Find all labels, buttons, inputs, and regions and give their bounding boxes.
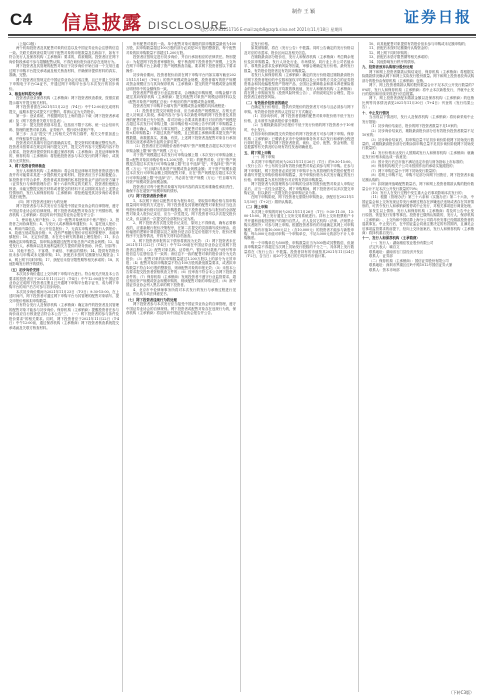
paragraph: 投资者在网下申购平台填写资产规模或资金规模的具体流程是： (133, 104, 228, 109)
paragraph: 对于资产规模超过本次发行可申购金额上限（本次发行可申购金额上限=配售对象拟申购价格×1,200万股，下同）的配售对象，应在"资产规模是否超过本次发行可申购金额上限"栏目中选择"是"，并选择在"资产规模（万元）"栏目填写具体资产规模或资金规模金额；对于资产规模未超过本次发行可申购金额上限的配售对象，应在"资产规模是否超过本次发行可申购金额上限"中选择"否"，并必须在"资产规模（万元）"栏目填写具体资产规模或资金规模金额。 (126, 153, 236, 185)
text-column-3 (244, 42, 354, 692)
section-heading-text: （六）网下投资者报价要求 (126, 194, 167, 199)
paragraph: 12、网上网下同时申购的； (369, 50, 411, 55)
paragraph: （2）初步询价结束后，剔除最高报价部分后有效报价投资者数量不足10家的； (362, 128, 474, 138)
paragraph: 在确定发行价格后，提供有效报价的投资者方可参与且必须参与网下申购。有效报价投资者的认定按以下方式确定： (244, 105, 354, 114)
paragraph: （10）发行人在发行过程中发生重大会后事项影响本次发行的； (369, 190, 465, 195)
paragraph: 两个机构投资者及其配售对象的信息以及中国证券业协会注册的信息一致。关联关系核查结果与网下配售对象的申报数量及名称如下，如有不符合发行人及保荐机构（主承销商）要求的，将被剔除。投资者应在网下询价阶段承诺不参与超额配售认购，不得在询价报价前后存在违规行为。 (9, 46, 119, 64)
paragraph: 网下投资者参与本次发行应当接受中国证券业协会的自律管理，遵守中国证券业协会的自律规则。网下投资者或配售对象存在违规行为的，保荐机构（主承销商）将及时向中国证券业协会报告并公告。 (126, 302, 236, 316)
continued-note: （下转C3版） (448, 690, 474, 695)
paragraph: 发行人和保荐机构（主承销商）将会同见证律师对投资者资质进行核查并有可能要求其进一步提供相关证明材料，投资者应当予以积极配合。如投资者不符合条件、投资者或其管理的私募投资基金产品的出资方属于《证券发行与承销管理办法》第十六条所界定的关联方、投资者拒绝配合核查、未能完整提交相关材料或者提交的材料不足以排除其存在上述禁止性情形的，发行人和保荐机构（主承销商）将拒绝接受其初步询价或者向其进行配售。 (9, 168, 119, 200)
section-heading-text: （七）网下投资者违规行为的处理 (126, 297, 177, 302)
paragraph: （6）保荐机构相关子公司未按照作出的承诺实施跟投的； (369, 164, 456, 169)
paragraph: 如果被剔除，将在《发行公告》中披露。同时公告确定的发行价格以及对应的市盈率、报价区间以及相关信息。 (244, 46, 354, 55)
paragraph: 网下、网上投资者获配未缴款金额以及保荐机构（主承销商）的包销比例等具体情况请见2021年11月30日（T+4日）刊登的《发行结果公告》。 (362, 96, 474, 110)
paragraph: 法定代表人：喻自文 (369, 245, 400, 250)
paragraph: 联系人：证券部 (369, 254, 393, 259)
contact-date-line: 电话:010-83251716 E-mail:zqrb9@zqrb.sina.net 2021年11月18日 星期四 (200, 27, 343, 32)
text-column-1 (9, 42, 119, 692)
section-heading-text: （二）有效报价投资者的确定 (244, 100, 289, 105)
paragraph: （1）初步询价时，网下投资者管理的配售对象申报价格不低于发行价格，且未被作为最高报价部分剔除； (244, 114, 354, 123)
section-heading-text: 2、核查材料提交步骤 (9, 91, 42, 96)
paragraph: 在初步询价期间提交有效报价的网下投资者方可参与网下申购。保荐机构（主承销商）已聘请北京市中伦律师事务所对本次发行和承销全程进行即时见证，并将对网下投资者资质、询价、定价、配售、资金划拨、信息披露等有关情况的合规有效性发表明确意见。 (244, 132, 354, 150)
paragraph: （5）预计发行后总市值不满足选定市值与财务指标上市标准的； (369, 159, 467, 164)
text-column-2 (126, 42, 236, 692)
paragraph: （二）保荐机构（主承销商）：国信证券股份有限公司 (369, 258, 449, 263)
paragraph: （1）初步询价结束后，报价的网下投资者数量不足10家的； (369, 124, 461, 129)
paragraph: 定发行价格。 (251, 42, 272, 46)
section-subtitle: DISCLOSURE (148, 20, 228, 32)
paragraph: （一）发行人：湖南湘佳牧业股份有限公司 (369, 240, 434, 245)
paragraph: （上接C3版） (16, 42, 38, 46)
paragraph: 网下投资者及其管理的配售对象应于初步询价开始日前一个交易日通过网下申购平台提交承诺函及相关核查材料，并确保所提供材料的真实、准确、完整。 (9, 64, 119, 78)
paragraph: 1、使用他人账户报价；2、同一配售对象使用多个账户报价；3、投资者之间协商报价；4、与发行人或承销商串通报价；5、委托他人报价；6、利用内幕信息、未公开信息报价；7、无真实申购意图进行人情报价；8、故意压低或抬高价格；9、没有严格履行报价评估和决策程序、未能审慎报价；10、无定价依据、未在充分研究的基础上理性报价；11、未合理确定拟申购数量，拟申购金额超过配售对象总资产或资金规模；12、接受发行人、承销商以及其他利益相关方提供的财务资助、补偿、回扣等；13、其他不独立、不客观、不诚信、不廉洁的情形；14、提供有效报价但未参与申购或未足额申购；15、获配后未按时足额缴付认购资金；16、网上网下同时申购；17、获配后未恪守限售期等相关承诺的；18、其他影响发行秩序的情形。 (9, 217, 119, 267)
section-heading-text: 五、网下网上申购 (244, 150, 272, 155)
paragraph: 4、北京市中伦律师事务所将对本次发行的发行与承销过程进行见证，并出具专项法律意见书。 (126, 287, 236, 297)
paragraph: 本次网上申购的时间为2021年11月26日（T日）9:30-11:30，13:00-15:00。网上发行通过上交所交易系统进行。持有上交所股票账户卡并开通科创板投资账户的境内自然人、法人及其它机构（法律、法规禁止购买者除外）可参与网上申购。根据投资者持有的市值确定其网上可申购额度，持有市值10,000元以上（含10,000元）的投资者才能参与新股申购，每5,000元市值可申购一个申购单位，不足5,000元的部分不计入申购额度。 (244, 209, 354, 241)
paragraph: 当出现以下情况时，发行人及保荐机构（主承销商）将协商采取中止发行措施： (362, 115, 474, 124)
paragraph: （1）投资者在提交初询报价前，应当承诺资产规模情况，否则无法进入初询录入阶段。承诺内容为"参与本次新股申购的网下投资者及其管理的配售对象已充分知悉，将对初询公告要求的基准日对应的资产规模是否超过本次发行可申购上限（拟申购价格×初询公告中的网下申购数量上限）进行确认，该确认与事实相符。上述配售对象拟申购金额（拟申购价格×拟申购数量）不超过其资产规模，且已根据主承销商要求提交资产规模数据，该数据真实、准确、有效。上述网下投资者及配售对象自行承担因违反前述承诺所引起的全部后果"。 (126, 108, 236, 144)
paragraph: 网下和网上投资者缴款认购结束后，保荐机构（主承销商）将根据实际缴款情况确认网下和网上实际发行股份数量。网下和网上投资者放弃认购部分的股份由保荐机构（主承销商）包销。 (362, 69, 474, 83)
text-column-4 (362, 42, 474, 692)
paragraph: 11、获配后未按时足额缴付认购资金的； (369, 46, 431, 51)
paragraph: （8）若网上申购不足，申购不足部分向网下回拨后，网下投资者未能足额认购的； (362, 173, 474, 182)
section-heading-text: 十一、发行人和保荐机构（主承销商） (362, 236, 420, 241)
paragraph: 3、网下投资者申报的以下情形将被视为无效：（1）网下投资者未在2021年11月22日（T-4日）中午12:00前在中国证券业协会完成网下投资者注册的；（2）配售对象名称、证券账户、银行收付款账户/账号等申报信息与注册信息不一致的；该信息不一致的配售对象的报价部分为无效报价；（3）配售对象的拟申购数量超过1,200万股以上的部分为无效申报；（4）配售对象拟申购数量不符合100万股的最低数量要求，或者拟申购数量不符合10万股的整数倍，则该配售对象的申报无效；（5）未按本公告要求提交投资者资格核查文件的；（6）经审查不符合本公告网下投资者条件的；（7）保荐机构（主承销商）发现投资者不遵守行业监管要求、超过相应资产规模或资金规模申购的，则该配售对象的申购无效；（8）被中国证券业协会列入黑名单的网下投资者。 (126, 238, 236, 288)
paragraph: 联系人：资本市场部 (369, 267, 400, 272)
section-heading-text: 十、中止发行情况 (362, 110, 390, 115)
paragraph: 投资者请登录保荐机构（主承销商）网下投资者核查系统，按照页面提示填写并提交相关材料。 (9, 96, 119, 105)
section-heading-text: 3、网下投资者资格核查 (9, 164, 46, 169)
paragraph: 本次网下申购的时间为2021年11月26日（T日）的9:30-15:00。《发行公告》中公布的全部有效报价配售对象必须参与网下申购。在参与网下申购时，网下投资者必须在网下申购平台为其管理的有效报价配售对象填写并提交申购价格和申购数量，其中申购价格为本次发行确定的发行价格；申购数量为其有效报价对应的有效拟申购数量。 (244, 159, 354, 182)
paragraph: （四）网下投资者违规行为的处理 (16, 199, 67, 204)
paragraph: 联系地址：深圳市罗湖区红岭中路1012号国信证券大厦 (369, 263, 453, 268)
section-title: 信息披露 (62, 12, 143, 34)
paragraph: 投资者应对每个配售对象填写具体内容的真实性和准确性承担责任，确保不存在超资产规模申购的情形。 (126, 184, 236, 193)
paragraph: （2）投资者应在初询报价表格中填写"资产规模是否超过本次发行可申购金额上限"和"资产规模（万元）"。 (126, 144, 236, 153)
header-rule-thin (8, 37, 476, 38)
paragraph: （2）当剔除最高部分后报价不低于发行价格的网下投资者小于10家时，中止发行。 (244, 123, 354, 132)
paragraph: 网下投资者参与本次发行应当接受中国证券业协会的自律管理，遵守中国证券业协会的自律规则。网下投资者或配售对象存在下列情形的，保荐机构（主承销商）将及时向中国证券业协会报告并公告： (9, 204, 119, 218)
paragraph: 本次初步询价期间为2021年11月23日（T-3日）9:30-15:00。在上述时间内，网下投资者可通过网下申购平台为其管理的配售对象填写、提交申报价格和拟申购数量。 (9, 289, 119, 303)
paragraph: （4）发行价格未达发行人预期或发行人和保荐机构（主承销商）就确定发行价格未能达成一致意见； (362, 150, 474, 160)
paragraph: 所有配售对象的一致。单个配售对象可填报的拟申购数量最低为100万股，拟申购数量超过100万股的部分必须是10万股的整数倍，每个配售对象的拟申购数量不得超过1,200万股。 (126, 42, 236, 55)
paragraph: 在网下申购阶段，网下投资者无需缴付申购资金，获配后在2021年11月30日（T+2日）缴纳认购款。 (244, 195, 354, 204)
paragraph: 投资者需严格遵守行业监管要求，合理确定申购规模，申购金额不得超过其向保荐机构（主承销商）提交的配售对象资产规模证明材料以及《配售对象资产规模汇总表》中相应的资产规模或资金规模。 (126, 90, 236, 104)
column-divider (240, 42, 241, 692)
column-divider (358, 42, 359, 692)
paragraph: 第三步：点击"提交"并上传相关文件的扫描件，相关文件需加盖公章，并保留原件以备查验。 (9, 132, 119, 141)
paragraph: （7）网下申购总量小于网下初始发行数量的； (369, 168, 439, 173)
paragraph: 网下投资者为其管理的参与申购的全部有效报价配售对象录入申购记录后，应当一次性全部提交。网下申购期间，网下投资者可以多次提交申购记录，但以最后一次提交的全部申购记录为准。 (244, 182, 354, 195)
paragraph: 联系地址：湖南省石门县经济开发区 (369, 249, 424, 254)
paragraph: 每一个申购单位为500股，申购数量应当为500股或其整数倍，但最高申购数量不得超过当次网上初始发行股数的千分之一，具体网上发行数量将在《发行公告》中披露。投资者持有的市值按其2021年11月24日（T-2日，含当日）前20个交易日的日均持有市值计算。 (244, 240, 354, 259)
paragraph: 1、本次网下询价以配售对象为报价单位，采取拟申购价格与拟申购数量同时申报的方式进行。网下投资者及其管理的配售对象报价应当包含每股价格和该价格对应的拟申购股数。网下投资者为拟参与报价的全部配售对象录入报价记录后，应当一次性提交。网下投资者可以多次提交报价记录，但以最后一次提交的全部报价记录为准。 (126, 198, 236, 221)
paragraph: 若发行人和保荐机构（主承销商）确定的发行价格超过剔除最高报价后网下投资者报价的中位数和加权平均数以及公开募集方式设立的证券投资基金和其他偏股型资产管理产品、全国社会保障基金和基本养老保险基金的报价中位数和加权平均数的孰低值，发行人和保荐机构（主承销商）将在网上申购前发布《投资风险特别公告》，详细说明定价合理性，提示投资者注意投资风险。 (244, 73, 354, 100)
section-heading-text: 九、投资者放弃认购部分股份处理 (362, 65, 413, 70)
paragraph: 投资者应按规定进行初步询价，并自行承担相应的法律责任。特别提示：为促进网下投资者审慎报价，便于核查网下投资者资产规模，上交所在网下申购平台上新增了资产规模核查功能。要求网下投资者按以下要求操作： (126, 55, 236, 73)
paragraph: 本次初步询价通过上交所网下申购平台进行。符合相关法规及本公告要求的投资者应于2021年11月22日（T-4日）中午12:00前在中国证券业协会完成网下投资者注册且已开通网下申购平台数字证书，成为网下申购平台的用户后方可参与初步询价。 (9, 272, 119, 290)
header-rule-thick (8, 34, 476, 36)
section-heading-text: （二）网上申购 (244, 205, 268, 210)
paragraph: 2、网下投资者首次提交报价记录后，原则上不得修改，确有必要修改的，应重新履行报价决策程序，在第二次提交的页面填写改价理由、改价幅度的逻辑计算依据以及之前报价是否存在定价依据不充分、报价决策程序不完备等情况，并将有关材料存档备查。 (126, 221, 236, 239)
paragraph: 如发生以上情形，发行人和保荐机构（主承销商）将及时公告中止发行原因、恢复发行安排等事宜。投资者已缴纳认购款的，发行人、保荐机构（主承销商）、上交所和中国结算上海分公司将尽快安排已经缴款投资者的退款事宜。中止发行后，在中国证监会同意注册决定的有效期内，且满足会后事项监管要求的前提下，经向上交所备案后，发行人和保荐机构（主承销商）将择机重启发行。 (362, 208, 474, 236)
paragraph: 在剔除最高部分报价后，发行人和保荐机构（主承销商）考虑剩余报价及拟申购数量、发行人所处行业、市场情况、同行业上市公司估值水平、募集资金需求及承销风险等因素，审慎合理确定发行价格、最终发行数量、有效报价投资者及有效拟申购数量。 (244, 55, 354, 73)
paragraph: （9）扣除最终战略配售数量后，网下和网上投资者缴款认购的股份数量合计不足本次公开发行数量的70%； (362, 182, 474, 191)
paragraph: （3）初步询价结束后，拟申购总量不足初步询价阶段网下初始发行数量的，或剔除最高报价部分后剩余拟申购总量不足初步询价阶段网下初始发行数量的； (362, 137, 474, 151)
page-number: C4 (10, 10, 33, 29)
paragraph: （11）根据《管理办法》第三十六条和《实施办法》第二十六条，中国证监会和上交所发现证券发行承销过程存在涉嫌违法违规或者存在异常情形的，可责令发行人和承销商暂停或中止发行，对相关事项进行调查处理。 (362, 195, 474, 209)
newspaper-masthead-logo: 证券日报 (403, 8, 472, 26)
paragraph: 网下投资者需在2021年11月22日（T-4日）中午12:00前完成材料提交，逾期未提交或提交不完整的，将被认定为无效报价。 (9, 105, 119, 114)
paragraph: 第一步：登录系统，并根据网页右上角的提示下载《网下投资者承诺函》及《网下投资者关联方信息表》。 (9, 114, 119, 123)
section-heading-text: （五）初步询价安排 (9, 267, 40, 272)
paragraph: 13、获配后未恪守限售期等相关承诺的； (369, 55, 431, 60)
page-header (0, 0, 484, 38)
paragraph: 初步询价期间，投资者报价前须在网下申购平台内如实填写截至2021年11月16日（T-8日）的资产规模或资金规模，投资者填写的资产规模或资金规模应当与其向保荐机构（主承销商）提交的资产规模或资金规模证明材料中的金额保持一致。 (126, 73, 236, 91)
paragraph: 只有符合发行人及保荐机构（主承销商）确定条件的投资者及其管理的配售对象才能参与初步询价。保荐机构（主承销商）提醒投资者在参与询价前应自行核查是否符合本公告"三、（一）网下投资者的参与条件及报价要求"的相关要求。同时，网下投资者应于2021年11月22日（T-4日）中午12:00前，通过保荐机构（主承销商）网下投资者核查系统提交承诺函及关联方核查材料。 (9, 303, 119, 330)
paragraph: （一）网下申购 (251, 155, 275, 160)
paragraph: 第二步：提交投资者基本信息，包括但不限于名称、统一社会信用代码、管理的配售对象名称、证券账户、银行收付款账户等。 (9, 123, 119, 132)
paragraph: 10、向其他配售对象提供有效报价但未参与申购或未足额申购的； (369, 42, 469, 46)
paragraph: 网下投资者应按规定在中国证券业协会完成注册，且已开通上交所网下申购电子平台CA证书，并通过网下申购平台参与本次发行的初步询价。 (9, 77, 119, 91)
column-divider (122, 42, 123, 692)
paragraph: 投资者须对其填写信息的准确真实性、提交资料的准确完整性负责。投资者未按要求在规定时间内提交文件，提交文件内容不完整或内容不符合要求，投资者所提供资料未通过保荐机构（主承销商）及见证律师审核的，保荐机构（主承销商）将拒绝投资者参与本次发行的网下询价，或视其为无效报价。 (9, 140, 119, 163)
paragraph: 14、其他影响发行秩序的情形。 (369, 59, 418, 64)
editor-credit: 制作 王 颖 (292, 9, 316, 15)
paragraph: 网下、网上投资者缴款认购的股份数量合计不足本次公开发行数量的70%时，发行人和保荐机构（主承销商）将中止本次新股发行，并就中止发行的原因和后续安排进行信息披露。 (362, 83, 474, 96)
